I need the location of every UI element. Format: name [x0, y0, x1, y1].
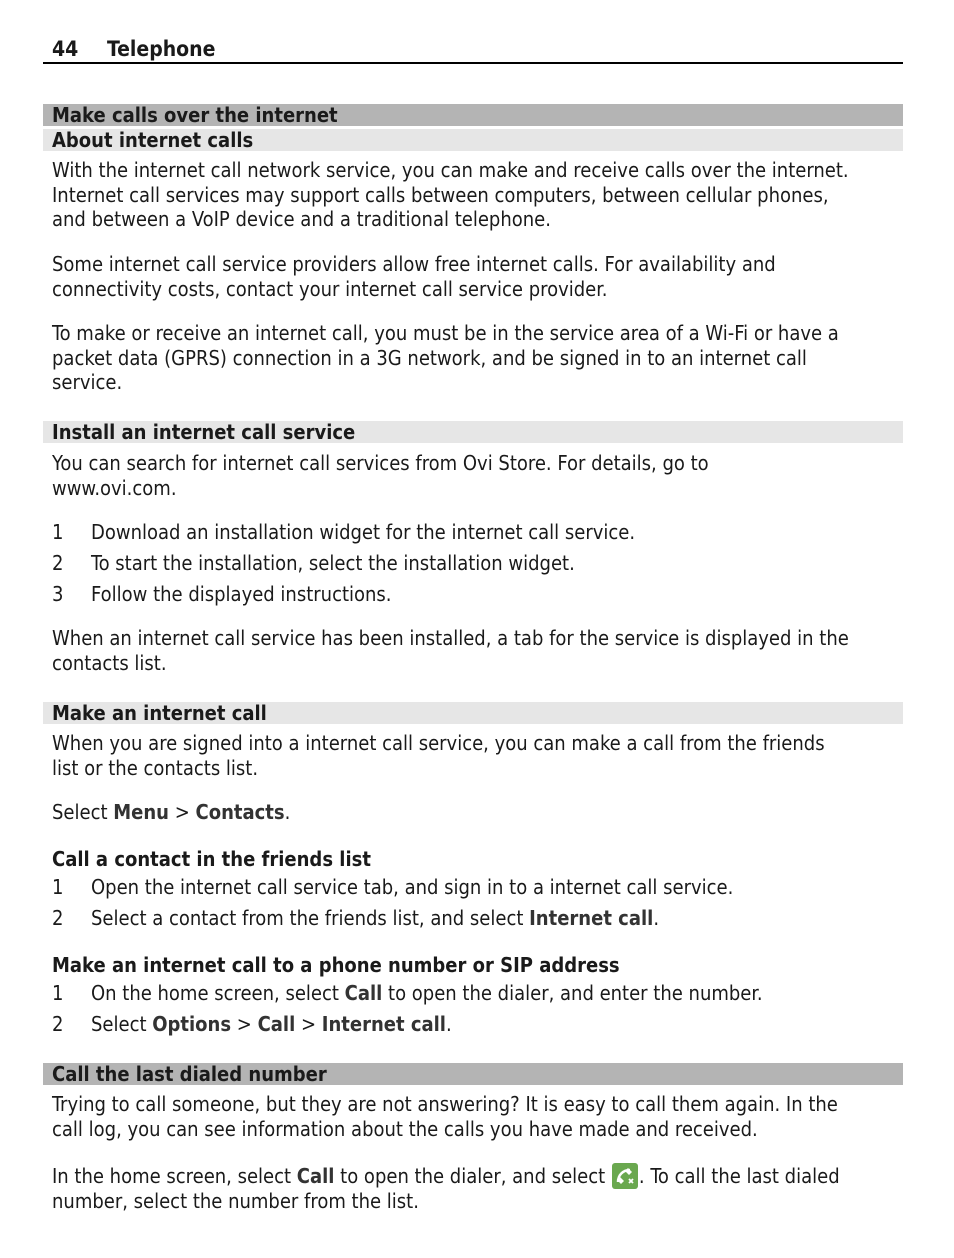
page-number: 44: [52, 37, 79, 61]
call-label: Call: [296, 1164, 335, 1188]
select-menu-contacts: Select Menu > Contacts.: [52, 800, 291, 824]
internet-call-label: Internet call: [529, 906, 654, 930]
chapter-title: Telephone: [107, 37, 216, 61]
call-label: Call: [344, 981, 383, 1005]
install-heading: Install an internet call service: [43, 421, 903, 443]
section-title: Make calls over the internet: [43, 104, 903, 126]
about-heading: About internet calls: [43, 129, 903, 151]
make-call-intro: When you are signed into a internet call service, you can make a call from the friends list or the contacts list.: [52, 731, 825, 780]
install-intro: You can search for internet call services from Ovi Store. For details, go to www.ovi.com.: [52, 451, 709, 500]
last-dialed-paragraph-2: In the home screen, select Call to open the dialer, and select . To call the last dialed number, select the number from the list.: [52, 1164, 840, 1213]
about-paragraph-2: Some internet call service providers allow free internet calls. For availability and connectivity costs, contact your internet call service provider.: [52, 252, 776, 301]
make-call-heading: Make an internet call: [43, 702, 903, 724]
call-label: Call: [257, 1012, 296, 1036]
internet-call-label: Internet call: [321, 1012, 446, 1036]
menu-label: Menu: [113, 800, 169, 824]
call-log-icon: [612, 1163, 638, 1189]
about-paragraph-3: To make or receive an internet call, you must be in the service area of a Wi-Fi or have a packet data (GPRS) connection in a 3G network, and be signed in to an internet call service.: [52, 321, 839, 394]
last-dialed-heading: Call the last dialed number: [43, 1063, 903, 1085]
options-label: Options: [152, 1012, 232, 1036]
manual-page: 44 Telephone Make calls over the internet About internet calls With the internet call network service, you can make and receive calls over the internet. Internet call services may support calls between computers, between cellular phones, and between a VoIP device and a traditional telephone. Some internet call service providers allow free internet calls. For availability and connectivity costs, contact your internet call service provider. To make or receive an internet call, you must be in the service area of a Wi-Fi or have a packet data (GPRS) connection in a 3G network, and be signed in to an internet call service. Install an internet call service You can search for internet call services from Ovi Store. For details, go to www.ovi.com. 1 Download an installation widget for the internet call service. 2 To start the installation, select the installation widget. 3 Follow the displayed instructions. When an internet call service has been installed, a tab for the service is displayed in the contacts list. Make an internet call When you are signed into a internet call service, you can make a call from the friends list or the contacts list. Select Menu > Contacts. Call a contact in the friends list 1 Open the internet call service tab, and sign in to a internet call service. 2 Select a contact from the friends list, and select Internet call. Make an internet call to a phone number or SIP address 1 On the home screen, select Call to open the dialer, and enter the number. 2 Select Options > Call > Internet call. Call the last dialed number Trying to call someone, but they are not answering? It is easy to call them again. In the call log, you can see information about the calls you have made and received. In the home screen, select Call to open the dialer, and select . To call the last dialed number, select the number from the list.: [0, 0, 954, 1258]
contacts-label: Contacts: [195, 800, 285, 824]
friends-subheading: Call a contact in the friends list: [52, 847, 371, 871]
phone-subheading: Make an internet call to a phone number or SIP address: [52, 953, 620, 977]
install-outro: When an internet call service has been installed, a tab for the service is displayed in the contacts list.: [52, 626, 849, 675]
about-paragraph-1: With the internet call network service, you can make and receive calls over the internet. Internet call services may support calls between computers, between cellular phones, and between a VoIP device and a traditional telephone.: [52, 158, 849, 231]
running-header: [43, 36, 903, 64]
last-dialed-paragraph-1: Trying to call someone, but they are not answering? It is easy to call them again. In the call log, you can see information about the calls you have made and received.: [52, 1092, 838, 1141]
